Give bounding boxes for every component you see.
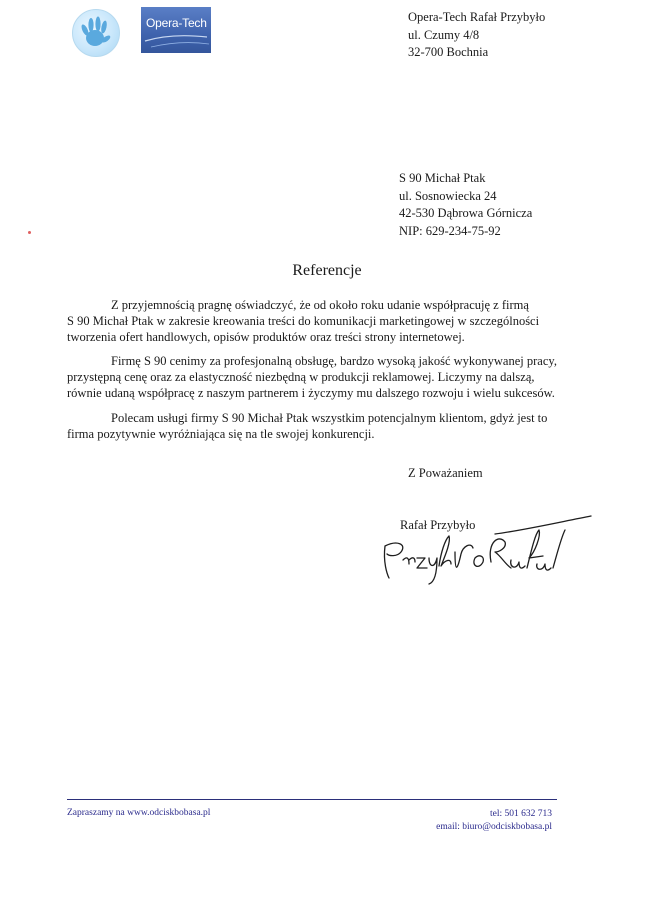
footer-invite: Zapraszamy na www.odciskbobasa.pl xyxy=(67,808,211,818)
brand-logo xyxy=(141,7,211,53)
recipient-address xyxy=(399,170,532,240)
signer-name: Rafał Przybyło xyxy=(400,518,476,532)
paragraph-line: firma pozytywnie wyróżniająca się na tle swojej konkurencji. xyxy=(67,427,375,441)
recipient-line: ul. Sosnowiecka 24 xyxy=(399,188,497,203)
body-paragraph-2 xyxy=(67,353,557,401)
footer-contact xyxy=(436,808,552,834)
sender-line: Opera-Tech Rafał Przybyło xyxy=(408,10,546,24)
sender-line: ul. Czumy 4/8 xyxy=(408,27,480,42)
paragraph-line: przystępną cenę oraz za elastyczność niezbędną w produkcji reklamowej. Liczymy na dalszą, xyxy=(67,370,535,384)
brand-swoosh-icon xyxy=(141,7,211,53)
recipient-line: S 90 Michał Ptak xyxy=(399,171,486,185)
footer-phone: tel: 501 632 713 xyxy=(489,809,552,819)
paragraph-line: S 90 Michał Ptak w zakresie kreowania treści do komunikacji marketingowej w szczególności xyxy=(67,314,540,328)
hand-print-icon xyxy=(73,10,119,56)
stray-mark xyxy=(28,231,31,234)
closing-salutation: Z Poważaniem xyxy=(408,466,483,480)
sender-line: 32-700 Bochnia xyxy=(408,45,489,59)
brand-logo-text: Opera-Tech xyxy=(146,16,207,30)
body-paragraph-3 xyxy=(67,410,557,442)
paragraph-line: tworzenia ofert handlowych, opisów produktów oraz treści strony internetowej. xyxy=(67,330,465,344)
sender-address xyxy=(408,9,545,62)
hand-print-logo xyxy=(72,9,120,57)
footer-email: email: biuro@odciskbobasa.pl xyxy=(436,822,552,832)
letter-title: Referencje xyxy=(292,262,362,279)
paragraph-line: Firmę S 90 cenimy za profesjonalną obsługę, bardzo wysoką jakość wykonywanej pracy, xyxy=(111,354,557,368)
paragraph-line: Z przyjemnością pragnę oświadczyć, że od około roku udanie współpracuję z firmą xyxy=(111,298,529,312)
body-paragraph-1 xyxy=(67,297,557,345)
recipient-line: 42-530 Dąbrowa Górnicza xyxy=(399,206,533,220)
handwritten-signature xyxy=(375,512,595,592)
footer-divider xyxy=(67,799,557,800)
paragraph-line: Polecam usługi firmy S 90 Michał Ptak wszystkim potencjalnym klientom, gdyż jest to xyxy=(111,411,548,425)
paragraph-line: równie udaną współpracę z naszym partnerem i życzymy mu dalszego rozwoju i wielu sukcesów. xyxy=(67,386,555,400)
recipient-line: NIP: 629-234-75-92 xyxy=(399,223,501,238)
